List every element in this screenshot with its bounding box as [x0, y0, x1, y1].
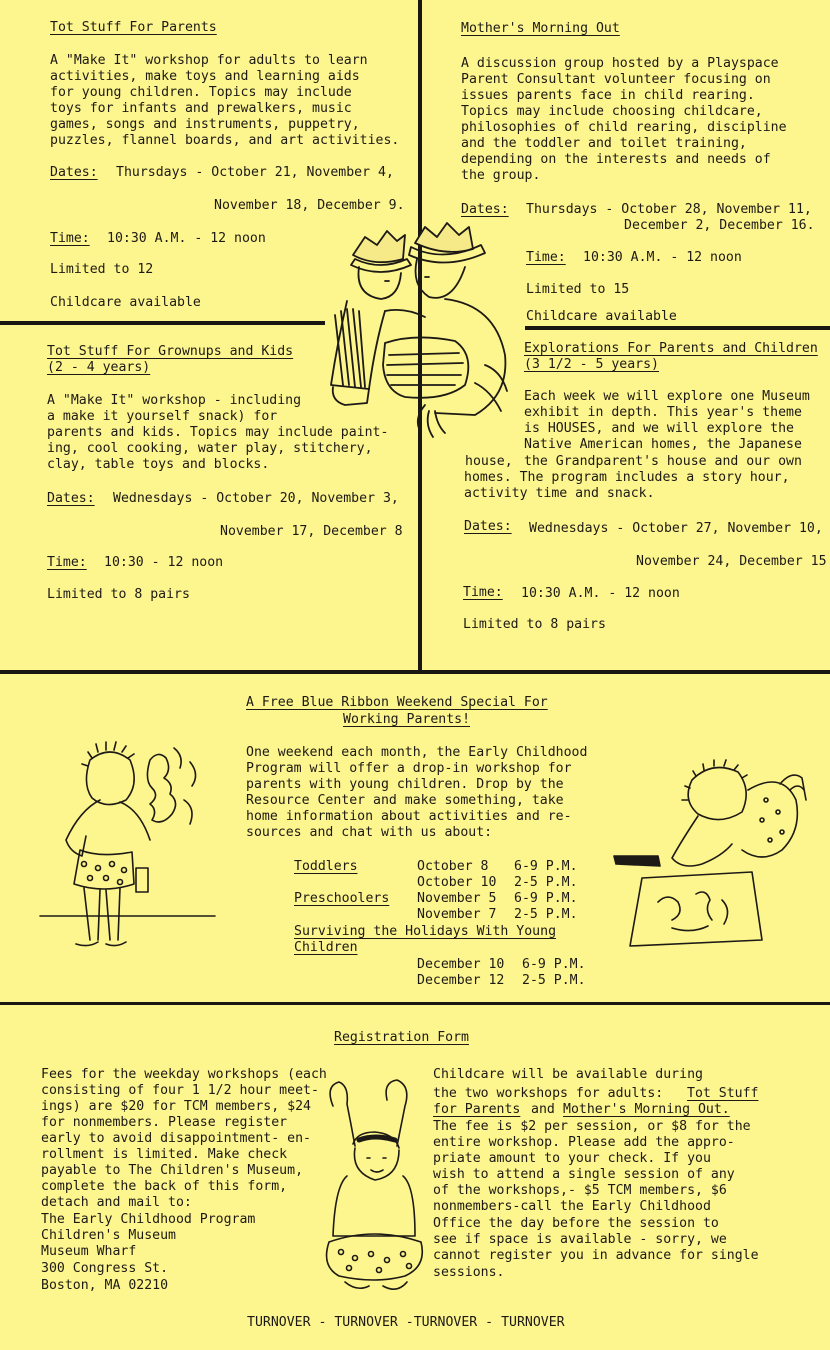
workshop-name: Mother's Morning Out.: [563, 1102, 730, 1117]
description-line: activity time and snack.: [464, 486, 655, 501]
description-line: parents with young children. Drop by the: [246, 777, 564, 792]
registration-right-line: Childcare will be available during: [433, 1067, 703, 1082]
registration-left-line: payable to The Children's Museum,: [41, 1163, 304, 1178]
schedule-date: October 10: [417, 875, 497, 890]
time-label: Time:: [463, 585, 503, 600]
schedule-topic: Toddlers: [294, 859, 358, 874]
description-line: games, songs and instruments, puppetry,: [50, 117, 360, 132]
description-line: home information about activities and re-: [246, 809, 572, 824]
registration-right-word: and: [531, 1102, 555, 1117]
schedule-time: 2-5 P.M.: [522, 973, 586, 988]
section-title: Tot Stuff For Grownups and Kids: [47, 344, 294, 359]
registration-right-line: priate amount to your check. If you: [433, 1151, 711, 1166]
registration-address-line: Museum Wharf: [41, 1244, 137, 1259]
registration-right-line: entire workshop. Please add the appro-: [433, 1135, 735, 1150]
registration-right-line: Office the day before the session to: [433, 1216, 719, 1231]
schedule-date: November 5: [417, 891, 497, 906]
registration-left-line: complete the back of this form,: [41, 1179, 288, 1194]
childcare: Childcare available: [526, 309, 677, 324]
registration-address-line: 300 Congress St.: [41, 1261, 169, 1276]
description-line: Parent Consultant volunteer focusing on: [461, 72, 771, 87]
registration-right-line: The fee is $2 per session, or $8 for the: [433, 1119, 751, 1134]
limit: Limited to 12: [50, 262, 154, 277]
registration-right-line: sessions.: [433, 1265, 505, 1280]
section-title: Registration Form: [334, 1030, 469, 1045]
section-subtitle: (2 - 4 years): [47, 360, 151, 375]
childcare: Childcare available: [50, 295, 201, 310]
schedule-date: December 10: [417, 957, 505, 972]
workshop-name: Tot Stuff: [687, 1086, 759, 1101]
footer-turnover: TURNOVER - TURNOVER -TURNOVER - TURNOVER: [247, 1315, 565, 1330]
description-line: for young children. Topics may include: [50, 85, 352, 100]
description-line: Program will offer a drop-in workshop for: [246, 761, 572, 776]
section-title: A Free Blue Ribbon Weekend Special For: [246, 695, 548, 710]
registration-left-line: detach and mail to:: [41, 1195, 192, 1210]
description-line: A "Make It" workshop - including: [47, 393, 302, 408]
time-value: 10:30 - 12 noon: [104, 555, 224, 570]
description-line: the Grandparent's house and our own: [524, 454, 802, 469]
schedule-date: December 12: [417, 973, 505, 988]
registration-left-line: ings) are $20 for TCM members, $24: [41, 1099, 311, 1114]
registration-right-line: of the workshops,- $5 TCM members, $6: [433, 1183, 727, 1198]
description-word: house,: [465, 454, 513, 469]
description-line: activities, make toys and learning aids: [50, 69, 360, 84]
description-line: issues parents face in child rearing.: [461, 88, 755, 103]
section-title-2: Working Parents!: [343, 712, 471, 727]
registration-right-line: nonmembers-call the Early Childhood: [433, 1199, 711, 1214]
description-line: toys for infants and prewalkers, music: [50, 101, 352, 116]
dates-line-2: November 17, December 8: [220, 524, 403, 539]
registration-right-line: see if space is available - sorry, we: [433, 1232, 727, 1247]
dates-line-1: Wednesdays - October 27, November 10,: [529, 521, 823, 536]
description-line: the group.: [461, 168, 541, 183]
description-line: One weekend each month, the Early Childhood: [246, 745, 588, 760]
description-line: exhibit in depth. This year's theme: [524, 405, 802, 420]
dates-label: Dates:: [461, 202, 509, 217]
dates-label: Dates:: [50, 165, 98, 180]
description-line: philosophies of child rearing, discipline: [461, 120, 787, 135]
parent-child-illustration: [325, 215, 525, 440]
registration-left-line: for nonmembers. Please register: [41, 1115, 288, 1130]
divider-top-right: [525, 326, 830, 330]
limit: Limited to 8 pairs: [463, 617, 606, 632]
dates-label: Dates:: [47, 491, 95, 506]
description-line: Native American homes, the Japanese: [524, 437, 802, 452]
divider-middle: [0, 670, 830, 674]
description-line: depending on the interests and needs of: [461, 152, 771, 167]
time-value: 10:30 A.M. - 12 noon: [583, 250, 742, 265]
description-line: parents and kids. Topics may include paint-: [47, 425, 389, 440]
registration-left-line: early to avoid disappointment- en-: [41, 1131, 311, 1146]
description-line: sources and chat with us about:: [246, 825, 493, 840]
dates-line-2: November 24, December 15: [636, 554, 827, 569]
dates-line-2: December 2, December 16.: [624, 218, 815, 233]
limit: Limited to 15: [526, 282, 630, 297]
dates-label: Dates:: [464, 519, 512, 534]
section-subtitle: (3 1/2 - 5 years): [524, 357, 659, 372]
description-line: ing, cool cooking, water play, stitchery,: [47, 441, 373, 456]
description-line: A "Make It" workshop for adults to learn: [50, 53, 368, 68]
schedule-time: 6-9 P.M.: [514, 891, 578, 906]
description-line: Topics may include choosing childcare,: [461, 104, 763, 119]
registration-left-line: consisting of four 1 1/2 hour meet-: [41, 1083, 319, 1098]
dates-line-1: Thursdays - October 21, November 4,: [116, 165, 394, 180]
registration-right-line: cannot register you in advance for single: [433, 1248, 759, 1263]
registration-left-line: rollment is limited. Make check: [41, 1147, 288, 1162]
schedule-topic: Preschoolers: [294, 891, 390, 906]
schedule-time: 6-9 P.M.: [514, 859, 578, 874]
section-title: Explorations For Parents and Children: [524, 341, 818, 356]
dates-line-2: November 18, December 9.: [214, 198, 405, 213]
dates-line-1: Thursdays - October 28, November 11,: [526, 202, 812, 217]
description-line: Each week we will explore one Museum: [524, 389, 810, 404]
holidays-topic-2: Children: [294, 940, 358, 955]
time-label: Time:: [50, 231, 90, 246]
time-value: 10:30 A.M. - 12 noon: [107, 231, 266, 246]
registration-left-line: Fees for the weekday workshops (each: [41, 1067, 327, 1082]
section-title: Mother's Morning Out: [461, 21, 620, 36]
description-line: is HOUSES, and we will explore the: [524, 421, 794, 436]
registration-right-line: the two workshops for adults:: [433, 1086, 664, 1101]
description-line: Resource Center and make something, take: [246, 793, 564, 808]
registration-right-line: wish to attend a single session of any: [433, 1167, 735, 1182]
schedule-time: 2-5 P.M.: [514, 875, 578, 890]
description-line: and the toddler and toilet training,: [461, 136, 747, 151]
registration-address-line: Boston, MA 02210: [41, 1278, 169, 1293]
child-painting-illustration: [612, 760, 812, 960]
registration-address-line: The Early Childhood Program: [41, 1212, 256, 1227]
description-line: clay, table toys and blocks.: [47, 457, 270, 472]
schedule-date: October 8: [417, 859, 489, 874]
time-label: Time:: [47, 555, 87, 570]
schedule-time: 6-9 P.M.: [522, 957, 586, 972]
description-line: puzzles, flannel boards, and art activities.: [50, 133, 400, 148]
description-line: A discussion group hosted by a Playspace: [461, 56, 779, 71]
time-label: Time:: [526, 250, 566, 265]
schedule-date: November 7: [417, 907, 497, 922]
girl-illustration: [40, 740, 215, 955]
workshop-name: for Parents: [433, 1102, 521, 1117]
divider-lower: [0, 1002, 830, 1005]
child-hands-up-illustration: [315, 1076, 430, 1301]
divider-top-left: [0, 321, 325, 325]
dates-line-1: Wednesdays - October 20, November 3,: [113, 491, 399, 506]
registration-address-line: Children's Museum: [41, 1228, 176, 1243]
description-line: homes. The program includes a story hour,: [464, 470, 790, 485]
schedule-time: 2-5 P.M.: [514, 907, 578, 922]
holidays-topic: Surviving the Holidays With Young: [294, 924, 557, 939]
description-line: a make it yourself snack) for: [47, 409, 278, 424]
time-value: 10:30 A.M. - 12 noon: [521, 586, 680, 601]
limit: Limited to 8 pairs: [47, 587, 190, 602]
section-title: Tot Stuff For Parents: [50, 20, 217, 35]
